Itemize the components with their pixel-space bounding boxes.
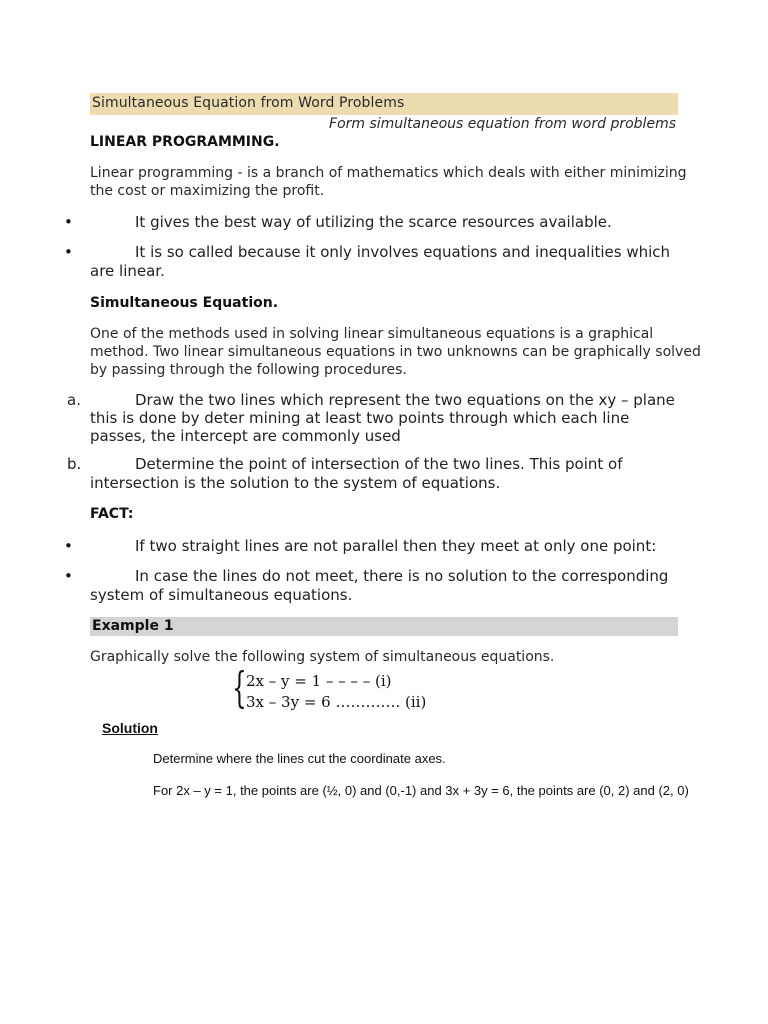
topic-title: Simultaneous Equation from Word Problems <box>92 95 405 111</box>
fact-bullet-2-line-2: system of simultaneous equations. <box>90 586 353 604</box>
equation-1: 2x – y = 1 – – – – (i) <box>246 672 392 690</box>
example-label: Example 1 <box>92 618 174 634</box>
step-a-line-3: passes, the intercept are commonly used <box>90 427 401 445</box>
fact-heading: FACT: <box>90 506 134 522</box>
bullet-symbol: • <box>64 213 73 231</box>
equation-brace: { <box>232 663 247 712</box>
step-b-line-1: Determine the point of intersection of the two lines. This point of <box>135 455 623 473</box>
fact-bullet-2-line-1: In case the lines do not meet, there is no solution to the corresponding <box>135 567 669 585</box>
lp-bullet-1-line-1: It gives the best way of utilizing the scarce resources available. <box>135 213 612 231</box>
example-header-bar <box>90 617 678 636</box>
step-marker-a: a. <box>67 391 81 409</box>
linear-programming-heading: LINEAR PROGRAMMING. <box>90 134 280 150</box>
bullet-symbol: • <box>64 537 73 555</box>
lp-definition-line-2: the cost or maximizing the profit. <box>90 183 325 199</box>
bullet-symbol: • <box>64 567 73 585</box>
equation-2: 3x – 3y = 6 …………. (ii) <box>246 693 427 711</box>
lp-definition-line-1: Linear programming - is a branch of mathematics which deals with either minimizing <box>90 165 687 181</box>
solution-heading: Solution <box>102 720 158 736</box>
lp-bullet-2-line-1: It is so called because it only involves equations and inequalities which <box>135 243 671 261</box>
step-a-line-2: this is done by deter mining at least two points through which each line <box>90 409 630 427</box>
step-a-line-1: Draw the two lines which represent the two equations on the xy – plane <box>135 391 675 409</box>
example-prompt: Graphically solve the following system of simultaneous equations. <box>90 649 555 665</box>
fact-bullet-1-line-1: If two straight lines are not parallel then they meet at only one point: <box>135 537 657 555</box>
equation-system <box>232 663 432 717</box>
topic-subtitle: Form simultaneous equation from word problems <box>329 116 676 132</box>
step-b-line-2: intersection is the solution to the system of equations. <box>90 474 501 492</box>
simultaneous-para-line-2: method. Two linear simultaneous equations in two unknowns can be graphically solved <box>90 344 701 360</box>
simultaneous-para-line-1: One of the methods used in solving linear simultaneous equations is a graphical <box>90 326 654 342</box>
solution-line-1: Determine where the lines cut the coordinate axes. <box>153 751 446 766</box>
lp-bullet-2-line-2: are linear. <box>90 262 165 280</box>
step-marker-b: b. <box>67 455 82 473</box>
simultaneous-para-line-3: by passing through the following procedures. <box>90 362 407 378</box>
bullet-symbol: • <box>64 243 73 261</box>
solution-line-2: For 2x – y = 1, the points are (½, 0) and (0,-1) and 3x + 3y = 6, the points are (0, 2) and (2, 0) <box>153 783 689 798</box>
simultaneous-equation-heading: Simultaneous Equation. <box>90 295 279 311</box>
